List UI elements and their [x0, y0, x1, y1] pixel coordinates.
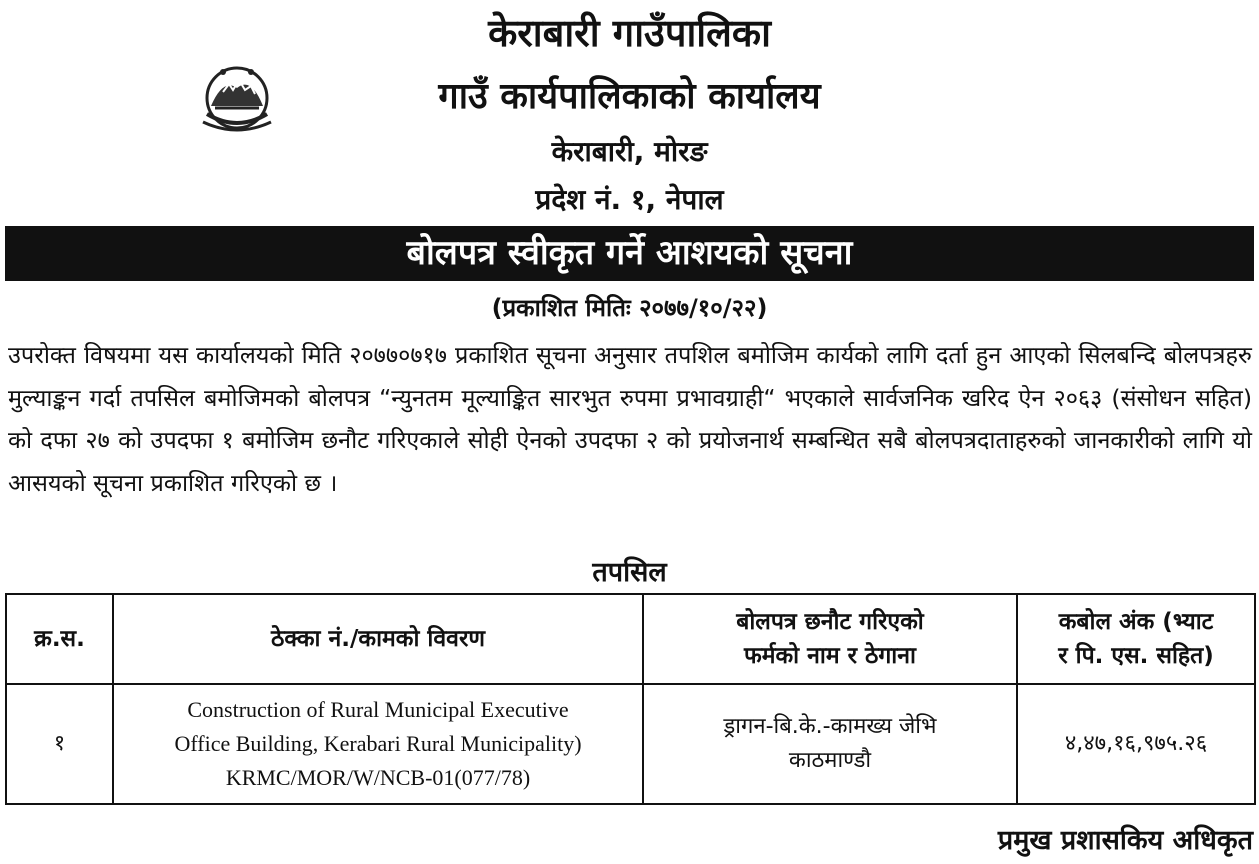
notice-title-banner: बोलपत्र स्वीकृत गर्ने आशयको सूचना [5, 226, 1254, 281]
firm-line2: काठमाण्डौ [788, 748, 872, 773]
province-line: प्रदेश नं. १, नेपाल [535, 183, 724, 216]
firm-line1: ड्रागन-बि.के.-कामख्य जेभि [723, 714, 937, 739]
header-firm-line1: बोलपत्र छनौट गरिएको [736, 609, 924, 635]
cell-sn: १ [6, 684, 113, 804]
desc-line3: KRMC/MOR/W/NCB-01(077/78) [225, 765, 531, 790]
signature-title: प्रमुख प्रशासकिय अधिकृत [997, 825, 1253, 856]
tapasil-table [5, 593, 1256, 805]
header-firm [643, 594, 1017, 684]
office-name: गाउँ कार्यपालिकाको कार्यालय [438, 76, 821, 117]
header-amount [1017, 594, 1255, 684]
office-location: केराबारी, मोरङ [551, 135, 708, 168]
desc-line1: Construction of Rural Municipal Executive [187, 697, 569, 722]
table-header-row [6, 594, 1255, 684]
header-firm-line2: फर्मको नाम र ठेगाना [743, 643, 916, 669]
header-sn: क्र.स. [6, 594, 113, 684]
cell-work-description [113, 684, 643, 804]
publish-date: (प्रकाशित मितिः २०७७/१०/२२) [491, 294, 768, 322]
header-amount-line2: र पि. एस. सहित) [1058, 643, 1214, 669]
table-section-title: तपसिल [592, 557, 667, 588]
table-row [6, 684, 1255, 804]
municipality-name: केराबारी गाउँपालिका [488, 11, 771, 55]
cell-firm [643, 684, 1017, 804]
header-amount-line1: कबोल अंक (भ्याट [1058, 609, 1214, 635]
desc-line2: Office Building, Kerabari Rural Municipality) [174, 731, 582, 756]
notice-body: उपरोक्त विषयमा यस कार्यालयको मिति २०७७०७१७ प्रकाशित सूचना अनुसार तपशिल बमोजिम कार्यको लागि दर्ता हुन आएको सिलबन्दि बोलपत्रहरु मुल्याङ्कन गर्दा तपसिल बमोजिमको बोलपत्र “न्युनतम मूल्याङ्कित सारभुत रुपमा प्रभावग्राही“ भएकाले सार्वजनिक खरिद ऐन २०६३ (संसोधन सहित) को दफा २७ को उपदफा १ बमोजिम छनौट गरिएकाले सोही ऐनको उपदफा २ को प्रयोजनार्थ सम्बन्धित सबै बोलपत्रदाताहरुको जानकारीको लागि यो आसयको सूचना प्रकाशित गरिएको छ । [8, 341, 1252, 497]
cell-amount: ४,४७,१६,९७५.२६ [1017, 684, 1255, 804]
header-contract: ठेक्का नं./कामको विवरण [113, 594, 643, 684]
